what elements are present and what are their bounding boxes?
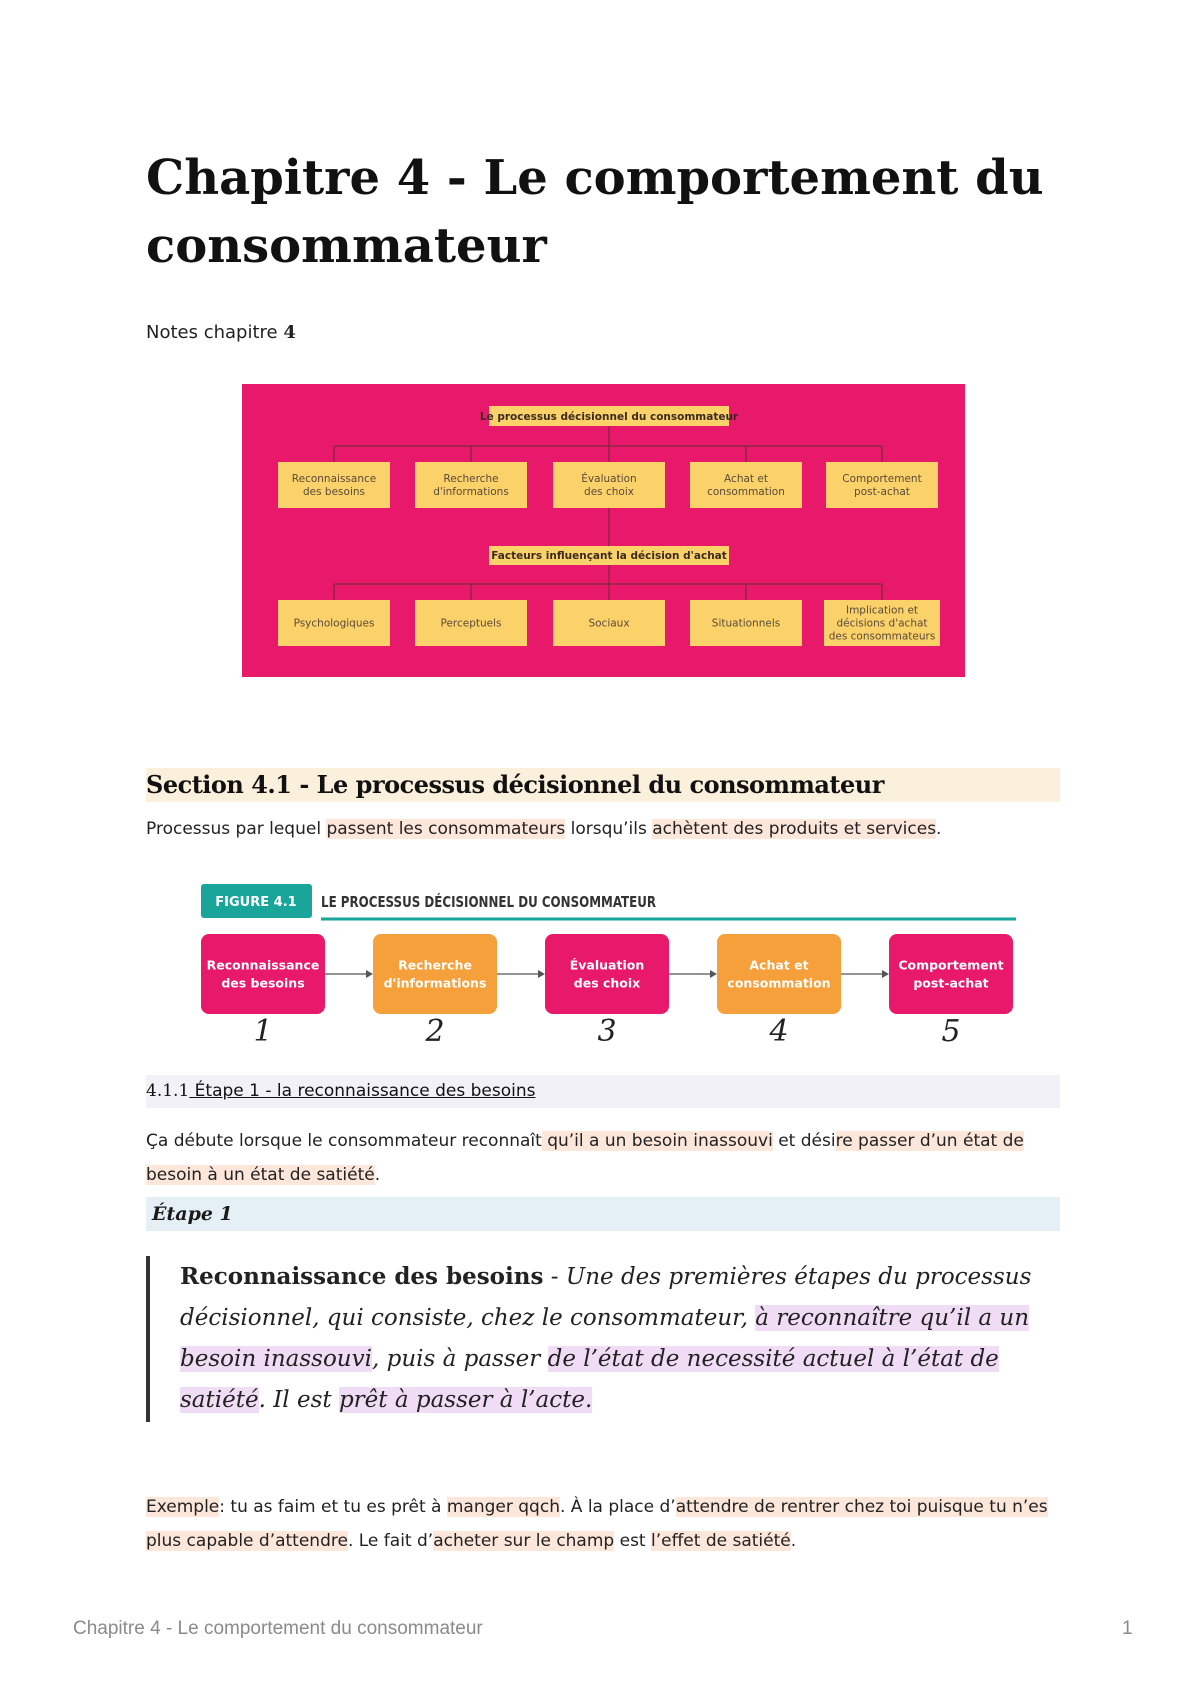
example-highlight-1: manger qqch (446, 1497, 560, 1517)
mindmap-bottom-item: Perceptuels (440, 617, 502, 630)
notes-number: 4 (283, 322, 296, 343)
subsection-4-1-1 (146, 1075, 1060, 1108)
handwritten-number: 3 (597, 1014, 617, 1049)
mindmap-top-title: Le processus décisionnel du consommateur (479, 411, 739, 423)
mindmap-figure (242, 384, 965, 677)
mindmap-bottom-item: Implication et décisions d'achat des consommateurs (828, 604, 936, 643)
definition-text-3: . Il est (258, 1387, 339, 1413)
page-title: Chapitre 4 - Le comportement du consommateur (146, 150, 1044, 274)
paragraph-4-1-1 (146, 1124, 1066, 1192)
p411-text-1: Ça débute lorsque le consommateur reconnaît (146, 1131, 542, 1151)
mindmap-bottom-item: Psychologiques (293, 617, 375, 630)
flow-step-box (889, 934, 1013, 1014)
intro-highlight-2: achètent des produits et services (652, 819, 937, 839)
handwritten-number: 4 (769, 1014, 789, 1049)
section-heading: Section 4.1 - Le processus décisionnel du consommateur (146, 768, 1060, 802)
flow-step-box (373, 934, 497, 1014)
flow-step-box (201, 934, 325, 1014)
handwritten-number: 5 (941, 1014, 961, 1049)
example-text-1: : tu as faim et tu es prêt à (219, 1497, 447, 1517)
flow-arrow-head (710, 970, 717, 978)
subsection-number: 4.1.1 (146, 1081, 190, 1101)
definition-dash: - (543, 1264, 566, 1290)
p411-highlight-1: qu’il a un besoin inassouvi (541, 1131, 773, 1151)
section-intro (146, 812, 1066, 846)
definition-text-1: Une des premières étapes du processus décisionnel, qui consiste, chez le consommateur, (180, 1264, 1032, 1331)
flow-arrow-head (882, 970, 889, 978)
p411-text-2: et dési (772, 1131, 836, 1151)
definition-highlight-2: de l’état de necessité actuel à l’état de satiété (180, 1346, 999, 1413)
notes-label: Notes chapitre (146, 322, 278, 343)
notes-line (146, 322, 296, 343)
example-text-3: . Le fait d’ (347, 1531, 434, 1551)
handwritten-number: 2 (425, 1014, 445, 1049)
figure-4-1 (196, 878, 1016, 1058)
example-label: Exemple (146, 1497, 220, 1517)
definition-text (180, 1256, 1070, 1421)
figure-title: LE PROCESSUS DÉCISIONNEL DU CONSOMMATEUR (321, 893, 715, 911)
mindmap-bottom-item: Situationnels (711, 617, 781, 630)
mindmap-top-item: Évaluation des choix (581, 473, 637, 499)
flow-arrow-head (538, 970, 545, 978)
example-highlight-4: l’effet de satiété (651, 1531, 791, 1551)
flow-step-label: Évaluation des choix (569, 957, 645, 991)
example-highlight-2: attendre de rentrer chez toi puisque tu n’es plus capable d’attendre (146, 1497, 1048, 1551)
definition-highlight-1: à reconnaître qu’il a un besoin inassouvi (180, 1305, 1030, 1372)
example-text-2: . À la place d’ (559, 1497, 676, 1517)
definition-term: Reconnaissance des besoins (180, 1263, 544, 1290)
mindmap-top-item: Reconnaissance des besoins (291, 473, 377, 499)
example-paragraph (146, 1490, 1066, 1558)
flow-step-box (717, 934, 841, 1014)
intro-text-1: Processus par lequel (146, 819, 327, 839)
intro-highlight-1: passent les consommateurs (326, 819, 566, 839)
mindmap-top-item: Comportement post-achat (842, 473, 922, 499)
footer-title: Chapitre 4 - Le comportement du consommateur (73, 1618, 483, 1639)
intro-text-3: . (936, 819, 942, 839)
mindmap-bottom-item: Sociaux (588, 617, 630, 630)
example-highlight-3: acheter sur le champ (433, 1531, 615, 1551)
p411-text-3: . (374, 1165, 381, 1185)
flow-step-label: Recherche d'informations (383, 957, 487, 991)
mindmap-mid-title: Facteurs influençant la décision d'achat (491, 550, 727, 562)
flow-step-box (545, 934, 669, 1014)
figure-badge: FIGURE 4.1 (215, 895, 297, 910)
mindmap-top-item: Recherche d'informations (433, 473, 509, 499)
definition-highlight-3: prêt à passer à l’acte. (338, 1387, 593, 1413)
flow-step-label: Reconnaissance des besoins (206, 957, 320, 991)
mindmap-top-item: Achat et consommation (707, 473, 785, 499)
intro-text-2: lorsqu’ils (565, 819, 653, 839)
footer-page-number: 1 (1122, 1618, 1133, 1639)
definition-text-2: , puis à passer (371, 1346, 548, 1372)
flow-step-label: Achat et consommation (727, 957, 831, 991)
example-text-4: est (614, 1531, 651, 1551)
definition-quote (146, 1256, 1070, 1422)
flow-arrow-head (366, 970, 373, 978)
flow-step-label: Comportement post-achat (898, 957, 1004, 991)
handwritten-number: 1 (253, 1014, 273, 1049)
etape-heading (146, 1197, 1060, 1231)
etape-label: Étape 1 (152, 1203, 233, 1225)
subsection-label: Étape 1 - la reconnaissance des besoins (189, 1081, 536, 1101)
p411-highlight-2: re passer d’un état de besoin à un état de satiété (146, 1131, 1024, 1185)
example-text-5: . (790, 1531, 797, 1551)
